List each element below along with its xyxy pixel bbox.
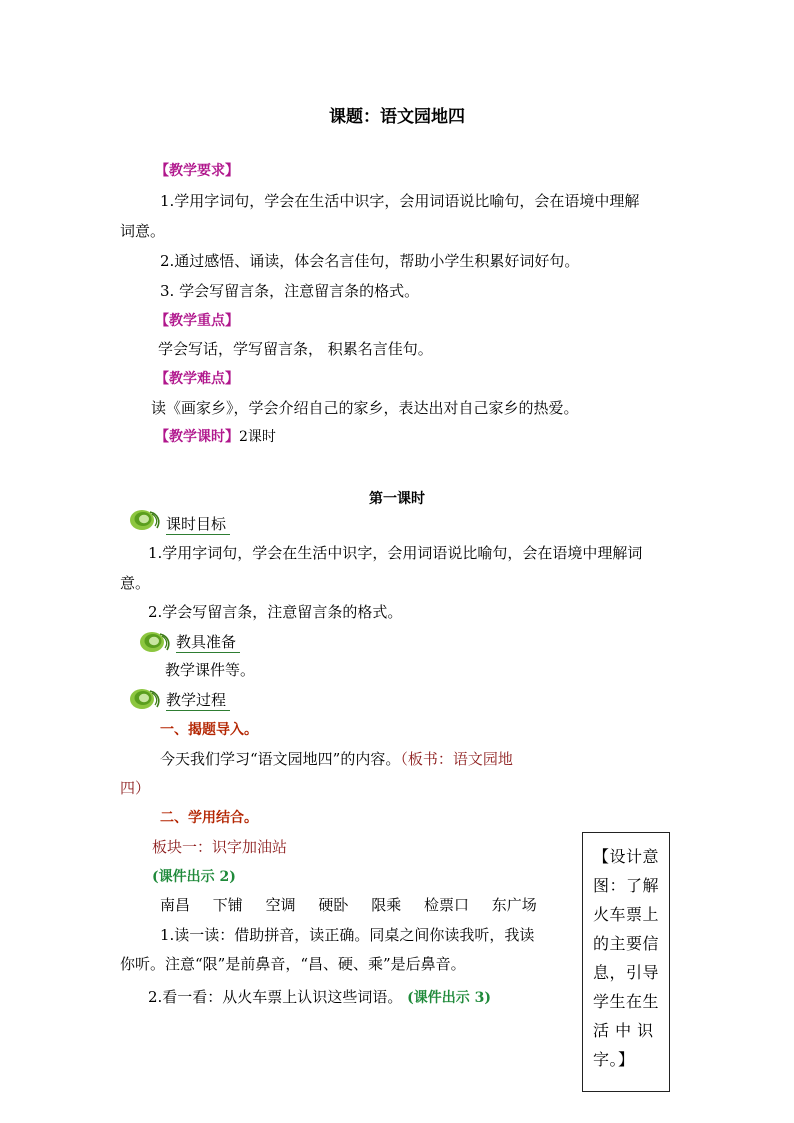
design-intent-line: 图：了解 xyxy=(593,876,660,895)
design-intent-line: 活 中 识 xyxy=(593,1021,654,1040)
courseware-3: (课件出示 3) xyxy=(407,990,491,1006)
lesson-heading: 第一课时 xyxy=(369,491,425,507)
difficulties-text: 读《画家乡》，学会介绍自己的家乡，表达出对自己家乡的热爱。 xyxy=(151,399,579,417)
step-1-line-1 xyxy=(160,749,513,769)
hours-heading: 【教学课时】 xyxy=(155,429,239,445)
objective-1-line-1: 1.学用字词句，学会在生活中识字，会用词语说比喻句，会在语境中理解词 xyxy=(148,544,643,562)
word-item: 空调 xyxy=(265,896,296,914)
requirement-3: 3. 学会写留言条，注意留言条的格式。 xyxy=(160,282,420,300)
requirement-2: 2.通过感悟、诵读，体会名言佳句，帮助小学生积累好词好句。 xyxy=(160,252,580,270)
key-points-text: 学会写话，学写留言条， 积累名言佳句。 xyxy=(158,340,433,358)
leaf-icon xyxy=(128,508,162,532)
objectives-label: 课时目标 xyxy=(166,514,230,535)
word-item: 检票口 xyxy=(423,896,469,914)
step-1-line-2: 四） xyxy=(120,779,151,797)
objective-2: 2.学会写留言条，注意留言条的格式。 xyxy=(148,603,403,621)
word-item: 东广场 xyxy=(491,896,537,914)
design-intent-line: 息，引导 xyxy=(593,963,660,982)
hours-value: 2课时 xyxy=(239,429,276,445)
leaf-icon xyxy=(128,687,162,711)
design-intent-box xyxy=(582,832,670,1092)
requirement-1-line-2: 词意。 xyxy=(120,222,166,240)
look-line xyxy=(148,987,491,1008)
tools-label: 教具准备 xyxy=(176,632,240,653)
process-label: 教学过程 xyxy=(166,690,230,711)
word-item: 限乘 xyxy=(371,896,402,914)
design-intent-line: 字。】 xyxy=(593,1050,635,1069)
leaf-icon xyxy=(138,630,172,654)
step-2-heading: 二、学用结合。 xyxy=(160,810,258,826)
tools-text: 教学课件等。 xyxy=(165,661,256,679)
read-line-1: 1.读一读：借助拼音，读正确。同桌之间你读我听，我读 xyxy=(160,926,535,944)
requirements-heading: 【教学要求】 xyxy=(155,163,239,179)
design-intent-line: 【设计意 xyxy=(593,847,660,866)
requirement-1-line-1: 1.学用字词句，学会在生活中识字，会用词语说比喻句，会在语境中理解 xyxy=(160,192,640,210)
word-list xyxy=(160,895,555,915)
design-intent-line: 火车票上 xyxy=(593,905,660,924)
step-1-intro: 今天我们学习“语文园地四”的内容。 xyxy=(160,750,401,768)
hours-row xyxy=(155,427,276,447)
difficulties-heading: 【教学难点】 xyxy=(155,371,239,387)
look-text: 2.看一看：从火车票上认识这些词语。 xyxy=(148,988,403,1006)
design-intent-line: 学生在生 xyxy=(593,992,660,1011)
objective-1-line-2: 意。 xyxy=(120,574,151,592)
word-item: 南昌 xyxy=(160,896,191,914)
word-item: 硬卧 xyxy=(318,896,349,914)
courseware-2: (课件出示 2) xyxy=(152,869,236,885)
block-1-title: 板块一：识字加油站 xyxy=(152,838,288,856)
page-title: 课题：语文园地四 xyxy=(329,107,465,127)
design-intent-line: 的主要信 xyxy=(593,934,660,953)
key-points-heading: 【教学重点】 xyxy=(155,313,239,329)
word-item: 下铺 xyxy=(212,896,243,914)
read-line-2: 你听。注意“限”是前鼻音，“昌、硬、乘”是后鼻音。 xyxy=(120,955,466,973)
step-1-heading: 一、揭题导入。 xyxy=(160,722,258,738)
board-note: （板书：语文园地 xyxy=(400,750,513,768)
